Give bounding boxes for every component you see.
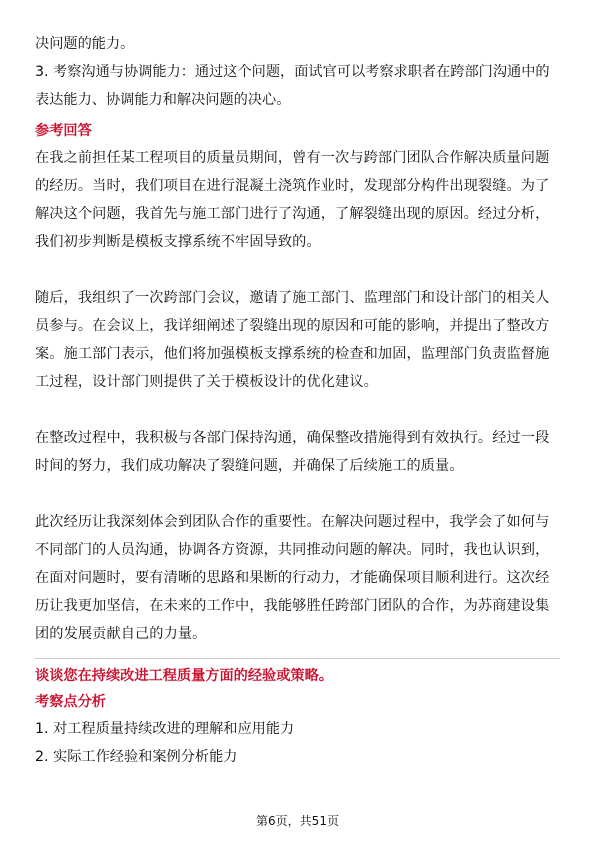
answer-paragraph-2: 随后，我组织了一次跨部门会议，邀请了施工部门、监理部门和设计部门的相关人员参与。在会议上，我详细阐述了裂缝出现的原因和可能的影响，并提出了整改方案。施工部门表示，他们将加强模板支撑系统的检查和加固，监理部门负责监督施工过程，设计部门则提供了关于模板设计的优化建议。 <box>35 290 550 390</box>
answer-paragraph-3: 在整改过程中，我积极与各部门保持沟通，确保整改措施得到有效执行。经过一段时间的努力，我们成功解决了裂缝问题，并确保了后续施工的质量。 <box>35 430 550 474</box>
analysis-heading: 考察点分析 <box>35 694 106 710</box>
list-item-3-continued: 表达能力、协调能力和解决问题的决心。 <box>35 92 291 108</box>
interview-question: 谈谈您在持续改进工程质量方面的经验或策略。 <box>35 668 333 684</box>
list-item-3: 3. 考察沟通与协调能力：通过这个问题，面试官可以考察求职者在跨部门沟通中的 <box>35 64 550 80</box>
analysis-item-1: 1. 对工程质量持续改进的理解和应用能力 <box>35 721 295 737</box>
section-divider <box>35 658 560 659</box>
answer-paragraph-1: 在我之前担任某工程项目的质量员期间，曾有一次与跨部门团队合作解决质量问题的经历。当时，我们项目在进行混凝土浇筑作业时，发现部分构件出现裂缝。为了解决这个问题，我首先与施工部门进行了沟通，了解裂缝出现的原因。经过分析，我们初步判断是模板支撑系统不牢固导致的。 <box>35 150 550 250</box>
answer-paragraph-4: 此次经历让我深刻体会到团队合作的重要性。在解决问题过程中，我学会了如何与不同部门的人员沟通，协调各方资源，共同推动问题的解决。同时，我也认识到，在面对问题时，要有清晰的思路和果断的行动力，才能确保项目顺利进行。这次经历让我更加坚信，在未来的工作中，我能够胜任跨部门团队的合作，为苏商建设集团的发展贡献自己的力量。 <box>35 514 550 642</box>
analysis-item-2: 2. 实际工作经验和案例分析能力 <box>35 749 238 765</box>
page-number: 第6页，共51页 <box>256 814 339 828</box>
reference-answer-heading: 参考回答 <box>35 123 92 139</box>
page-content <box>35 30 560 771</box>
continued-text-line: 决问题的能力。 <box>35 36 135 52</box>
